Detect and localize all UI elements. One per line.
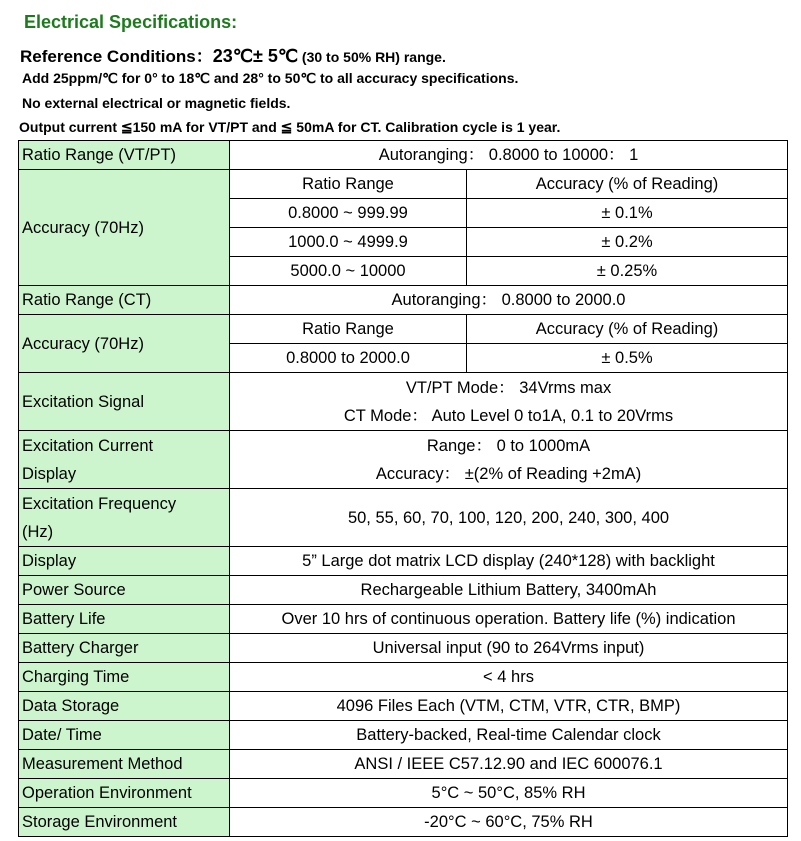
spec-label: Battery Charger	[19, 634, 230, 663]
table-row	[19, 170, 788, 199]
spec-label: Date/ Time	[19, 721, 230, 750]
table-row	[19, 431, 788, 489]
table-row	[19, 779, 788, 808]
spec-label	[19, 489, 230, 547]
spec-label: Storage Environment	[19, 808, 230, 837]
note-output-current: Output current ≦150 mA for VT/PT and ≦ 50mA for CT. Calibration cycle is 1 year.	[19, 119, 561, 135]
accuracy-cell: ± 0.25%	[467, 257, 788, 286]
value-line: CT Mode： Auto Level 0 to1A, 0.1 to 20Vrms	[343, 406, 674, 425]
spec-value: Autoranging： 0.8000 to 10000： 1	[230, 141, 788, 170]
spec-value: Universal input (90 to 264Vrms input)	[230, 634, 788, 663]
table-row	[19, 373, 788, 431]
label-line: (Hz)	[22, 522, 54, 541]
table-row	[19, 315, 788, 344]
table-row	[19, 605, 788, 634]
reference-conditions	[20, 42, 446, 67]
page-title: Electrical Specifications:	[24, 12, 238, 32]
spec-value: 5°C ~ 50°C, 85% RH	[230, 779, 788, 808]
spec-label: Power Source	[19, 576, 230, 605]
subheader-accuracy: Accuracy (% of Reading)	[467, 170, 788, 199]
table-row	[19, 286, 788, 315]
table-row	[19, 489, 788, 547]
spec-value: 50, 55, 60, 70, 100, 120, 200, 240, 300, 400	[230, 489, 788, 547]
reference-humidity: (30 to 50% RH) range.	[298, 49, 446, 65]
spec-label: Display	[19, 547, 230, 576]
spec-label: Ratio Range (CT)	[19, 286, 230, 315]
spec-value: -20°C ~ 60°C, 75% RH	[230, 808, 788, 837]
subheader-ratio-range: Ratio Range	[230, 315, 467, 344]
label-line: Excitation Frequency	[22, 494, 177, 513]
spec-value: Over 10 hrs of continuous operation. Battery life (%) indication	[230, 605, 788, 634]
spec-value	[230, 431, 788, 489]
table-row	[19, 808, 788, 837]
simple-rows	[19, 547, 788, 837]
spec-value: 5” Large dot matrix LCD display (240*128) with backlight	[230, 547, 788, 576]
value-line: VT/PT Mode： 34Vrms max	[405, 378, 612, 397]
spec-value: ANSI / IEEE C57.12.90 and IEC 600076.1	[230, 750, 788, 779]
table-row	[19, 547, 788, 576]
spec-label: Accuracy (70Hz)	[19, 315, 230, 373]
spec-value	[230, 373, 788, 431]
spec-label: Operation Environment	[19, 779, 230, 808]
label-line: Display	[22, 464, 77, 483]
spec-label	[19, 431, 230, 489]
note-no-fields: No external electrical or magnetic fields.	[22, 95, 291, 111]
label-line: Excitation Current	[22, 436, 154, 455]
ratio-range-cell: 5000.0 ~ 10000	[230, 257, 467, 286]
spec-table	[18, 140, 788, 837]
table-row	[19, 634, 788, 663]
spec-value: 4096 Files Each (VTM, CTM, VTR, CTR, BMP)	[230, 692, 788, 721]
spec-value: Rechargeable Lithium Battery, 3400mAh	[230, 576, 788, 605]
value-line: Accuracy： ±(2% of Reading +2mA)	[375, 464, 642, 483]
note-temp-coefficient: Add 25ppm/℃ for 0° to 18℃ and 28° to 50℃ to all accuracy specifications.	[22, 70, 519, 86]
spec-value: Battery-backed, Real-time Calendar clock	[230, 721, 788, 750]
spec-label: Battery Life	[19, 605, 230, 634]
spec-label: Measurement Method	[19, 750, 230, 779]
accuracy-cell: ± 0.5%	[467, 344, 788, 373]
table-row	[19, 576, 788, 605]
reference-temperature: 23℃± 5℃	[212, 46, 299, 66]
spec-label: Excitation Signal	[19, 373, 230, 431]
table-row	[19, 663, 788, 692]
table-row	[19, 721, 788, 750]
reference-label: Reference Conditions：	[20, 47, 213, 66]
spec-value: Autoranging： 0.8000 to 2000.0	[230, 286, 788, 315]
ratio-range-cell: 0.8000 to 2000.0	[230, 344, 467, 373]
subheader-ratio-range: Ratio Range	[230, 170, 467, 199]
spec-label: Ratio Range (VT/PT)	[19, 141, 230, 170]
ratio-range-cell: 1000.0 ~ 4999.9	[230, 228, 467, 257]
value-line: Range： 0 to 1000mA	[426, 436, 591, 455]
subheader-accuracy: Accuracy (% of Reading)	[467, 315, 788, 344]
table-row	[19, 692, 788, 721]
accuracy-cell: ± 0.1%	[467, 199, 788, 228]
spec-value: < 4 hrs	[230, 663, 788, 692]
spec-label: Charging Time	[19, 663, 230, 692]
table-row	[19, 750, 788, 779]
spec-label: Data Storage	[19, 692, 230, 721]
spec-label: Accuracy (70Hz)	[19, 170, 230, 286]
accuracy-cell: ± 0.2%	[467, 228, 788, 257]
ratio-range-cell: 0.8000 ~ 999.99	[230, 199, 467, 228]
table-row	[19, 141, 788, 170]
